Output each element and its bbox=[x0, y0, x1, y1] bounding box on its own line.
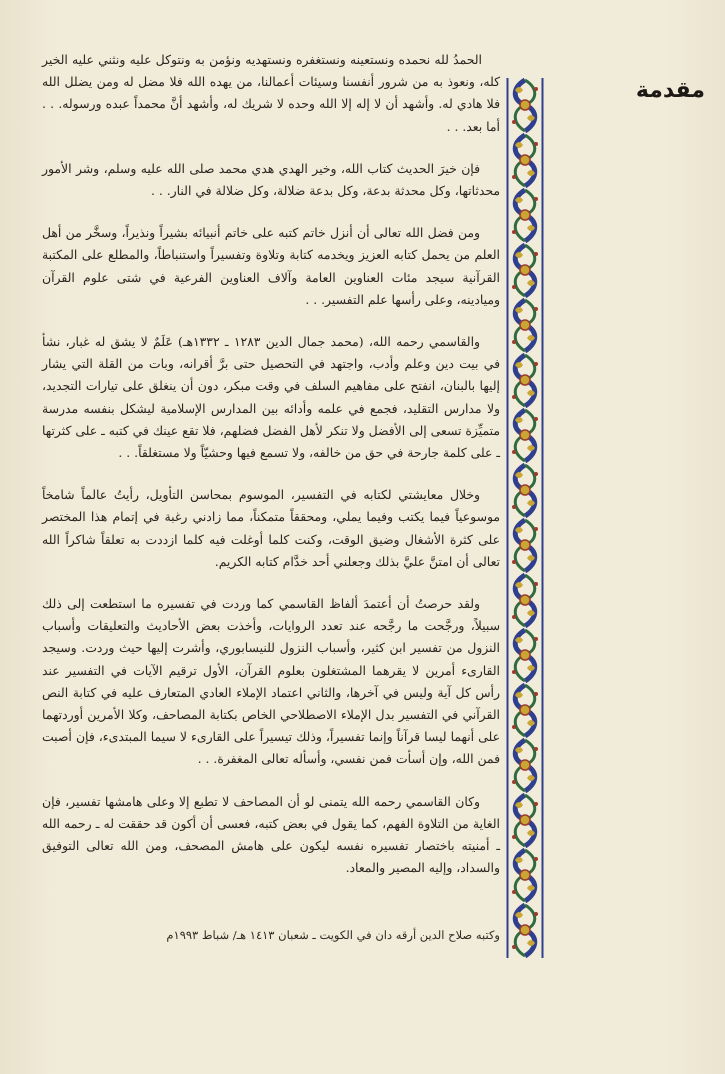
paragraph-4: والقاسمي رحمه الله، (محمد جمال الدين ١٢٨٣ ـ ١٣٣٢هـ) عَلَمٌ لا يشق له غبار، نشأ في بيت دين وعلم وأدب، واجتهد في التحصيل حتى برَّ أقرانه، وبات من القلة التي يشار إليها بالبنان، انفتح على مفاهيم السلف في وقت مبكر، دون أن ينغلق على تيارات التجديد، ولا مدارس التقليد، فجمع في علمه وأدائه بين المدارس الإسلامية ليشكل بنفسه مدرسة متميِّزة تسعى إلى الأفضل ولا تنكر لأهل الفضل فضلهم، فلا تقع عينك في كتبه ـ على كثرتها ـ على كلمة جارحة في حق من خالفه، ولا تسمع فيها وحشيّاً ولا مستغلقاً. . . bbox=[42, 334, 500, 461]
ornamental-border bbox=[506, 78, 544, 958]
paragraph-5: وخلال معايشتي لكتابه في التفسير، الموسوم بمحاسن التأويل، رأيتُ عالماً شامخاً موسوعياً فيما يكتب وفيما يملي، ومحققاً متمكناً، مما زادني رغبة في إتمام هذا المختصر على كثرة الأشغال وضيق الوقت، وكنت كلما أوغلت فيه كلما ازددت به تعلقاً شاكراً الله تعالى أن امتنَّ عليَّ بذلك وجعلني أحد خدَّام كتابه الكريم. bbox=[42, 487, 500, 569]
paragraph-7: وكان القاسمي رحمه الله يتمنى لو أن المصاحف لا تطبع إلا وعلى هامشها تفسير، فإن الغاية من التلاوة الفهم، كما يقول في بعض كتبه، فعسى أن أكون قد حققت له ـ رحمه الله ـ أمنيته باختصار تفسيره نفسه ليكون على هامش المصحف، ومن الله تعالى التوفيق والسداد، وإليه المصير والمعاد. bbox=[42, 793, 500, 876]
paragraph-6: ولقد حرصتُ أن أعتمدَ ألفاظ القاسمي كما وردت في تفسيره ما استطعت إلى ذلك سبيلاً، ورجَّحت ما رجَّحه عند تعدد الروايات، وأخذت بعض الأحاديث والتعليقات وأسباب النزول من تفسير ابن كثير، وأسباب النزول للنيسابوري، وأشرت إليها حيث وردت. وسيجد القارىء أمرين لا يقرهما المشتغلون بعلوم القرآن، الأول ترقيم الآيات في التفسير عند رأس كل آية وليس في آخرها، والثاني اعتماد الإملاء العادي المتعارف عليه في كتابة النص القرآني في التفسير بدل الإملاء الاصطلاحي الخاص بكتابة المصاحف، وكلا الأمرين أوردتهما على أنهما ليسا قرآناً وإنما تفسيراً، وذلك تيسيراً على القارىء لا سيما المبتدىء، فإن أصبت فمن الله، وإن أسأت فمن نفسي، وأسأله تعالى المغفرة. . . bbox=[42, 596, 500, 767]
author-signature: وكتبه صلاح الدين أرقه دان في الكويت ـ شعبان ١٤١٣ هـ/ شباط ١٩٩٣م bbox=[166, 928, 500, 942]
paragraph-2: فإن خيرَ الحديث كتاب الله، وخير الهدي هدي محمد صلى الله عليه وسلم، وشر الأمور محدثاتها، وكل محدثة بدعة، وكل بدعة ضلالة، وكل ضلالة في النار. . . bbox=[42, 160, 500, 199]
paragraph-1: الحمدُ لله نحمده ونستعينه ونستغفره ونستهديه ونؤمن به ونتوكل عليه ونثني عليه الخير كله، ونعوذ به من شرور أنفسنا وسيئات أعمالنا، من يهده الله فلا مضل له ومن يضلل الله فلا هادي له. وأشهد أن لا إله إلا الله وحده لا شريك له، وأشهد أنَّ محمداً عبده ورسوله. . . أما بعد. . . bbox=[42, 52, 500, 134]
page-title: مقدمة bbox=[635, 78, 705, 103]
introduction-text bbox=[42, 49, 500, 949]
paragraph-3: ومن فضل الله تعالى أن أنزل خاتم كتبه على خاتم أنبيائه بشيراً ونذيراً، وسخَّر من أهل العلم من يحمل كتابه العزيز ويخدمه كتابة وتلاوة وتفسيراً واستنباطاً، والمطلع على المكتبة القرآنية سيجد مئات العناوين العامة وآلاف العناوين الفرعية في شتى علوم القرآن وميادينه، وعلى رأسها علم التفسير. . . bbox=[42, 225, 500, 307]
